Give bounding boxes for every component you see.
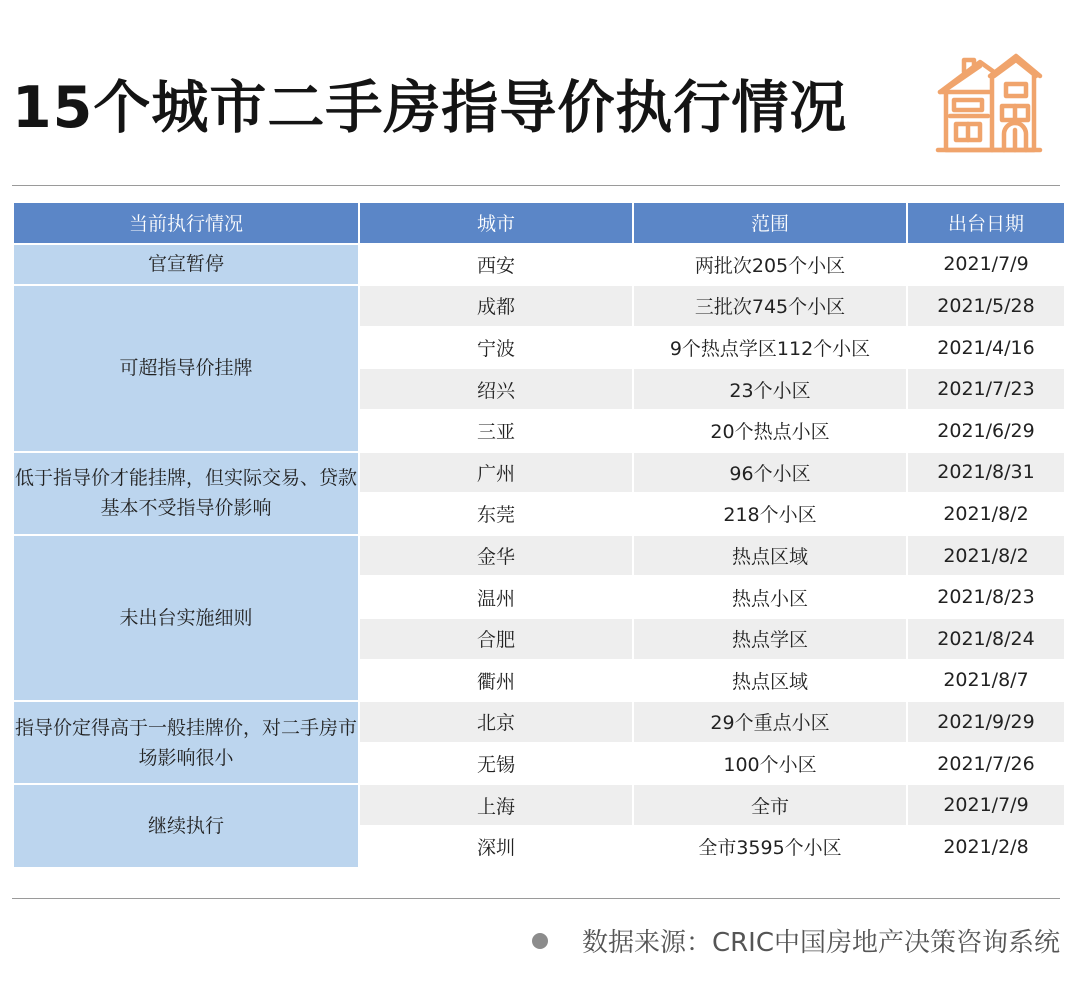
city-cell: 深圳	[360, 827, 632, 867]
date-cell: 2021/8/2	[908, 536, 1064, 576]
scope-cell: 热点学区	[634, 619, 906, 659]
table-row	[14, 702, 1064, 742]
table-row	[14, 536, 1064, 576]
city-cell: 广州	[360, 453, 632, 493]
guidance-price-table	[12, 201, 1066, 869]
page-title: 15个城市二手房指导价执行情况	[12, 75, 848, 141]
date-cell: 2021/4/16	[908, 328, 1064, 368]
date-cell: 2021/8/23	[908, 577, 1064, 617]
table-row	[14, 453, 1064, 493]
scope-cell: 三批次745个小区	[634, 286, 906, 326]
scope-cell: 全市	[634, 785, 906, 825]
city-cell: 三亚	[360, 411, 632, 451]
date-cell: 2021/2/8	[908, 827, 1064, 867]
city-cell: 绍兴	[360, 369, 632, 409]
scope-cell: 96个小区	[634, 453, 906, 493]
date-cell: 2021/6/29	[908, 411, 1064, 451]
city-cell: 东莞	[360, 494, 632, 534]
city-cell: 北京	[360, 702, 632, 742]
scope-cell: 20个热点小区	[634, 411, 906, 451]
table-header-row	[14, 203, 1064, 243]
date-cell: 2021/8/31	[908, 453, 1064, 493]
city-cell: 成都	[360, 286, 632, 326]
city-cell: 衢州	[360, 661, 632, 701]
city-cell: 温州	[360, 577, 632, 617]
date-cell: 2021/9/29	[908, 702, 1064, 742]
date-cell: 2021/7/9	[908, 245, 1064, 285]
status-cell: 低于指导价才能挂牌，但实际交易、贷款基本不受指导价影响	[14, 453, 358, 534]
status-cell: 继续执行	[14, 785, 358, 866]
table-row	[14, 245, 1064, 285]
top-divider	[12, 185, 1060, 186]
city-cell: 宁波	[360, 328, 632, 368]
header-city: 城市	[360, 203, 632, 243]
date-cell: 2021/7/9	[908, 785, 1064, 825]
scope-cell: 热点区域	[634, 536, 906, 576]
header-date: 出台日期	[908, 203, 1064, 243]
date-cell: 2021/7/23	[908, 369, 1064, 409]
table-row	[14, 785, 1064, 825]
house-icon	[934, 50, 1044, 156]
status-cell: 可超指导价挂牌	[14, 286, 358, 450]
scope-cell: 全市3595个小区	[634, 827, 906, 867]
scope-cell: 热点小区	[634, 577, 906, 617]
scope-cell: 热点区域	[634, 661, 906, 701]
date-cell: 2021/8/7	[908, 661, 1064, 701]
data-source-note	[532, 922, 1060, 959]
city-cell: 西安	[360, 245, 632, 285]
header-scope: 范围	[634, 203, 906, 243]
bullet-dot-icon	[532, 933, 548, 949]
status-cell: 指导价定得高于一般挂牌价，对二手房市场影响很小	[14, 702, 358, 783]
scope-cell: 218个小区	[634, 494, 906, 534]
scope-cell: 29个重点小区	[634, 702, 906, 742]
table-row	[14, 286, 1064, 326]
date-cell: 2021/8/24	[908, 619, 1064, 659]
status-cell: 官宣暂停	[14, 245, 358, 285]
city-cell: 金华	[360, 536, 632, 576]
city-cell: 合肥	[360, 619, 632, 659]
status-cell: 未出台实施细则	[14, 536, 358, 700]
scope-cell: 100个小区	[634, 744, 906, 784]
scope-cell: 9个热点学区112个小区	[634, 328, 906, 368]
header-status: 当前执行情况	[14, 203, 358, 243]
date-cell: 2021/5/28	[908, 286, 1064, 326]
bottom-divider	[12, 898, 1060, 899]
data-source-text: 数据来源：CRIC中国房地产决策咨询系统	[581, 928, 1060, 958]
city-cell: 上海	[360, 785, 632, 825]
date-cell: 2021/8/2	[908, 494, 1064, 534]
city-cell: 无锡	[360, 744, 632, 784]
scope-cell: 两批次205个小区	[634, 245, 906, 285]
scope-cell: 23个小区	[634, 369, 906, 409]
date-cell: 2021/7/26	[908, 744, 1064, 784]
